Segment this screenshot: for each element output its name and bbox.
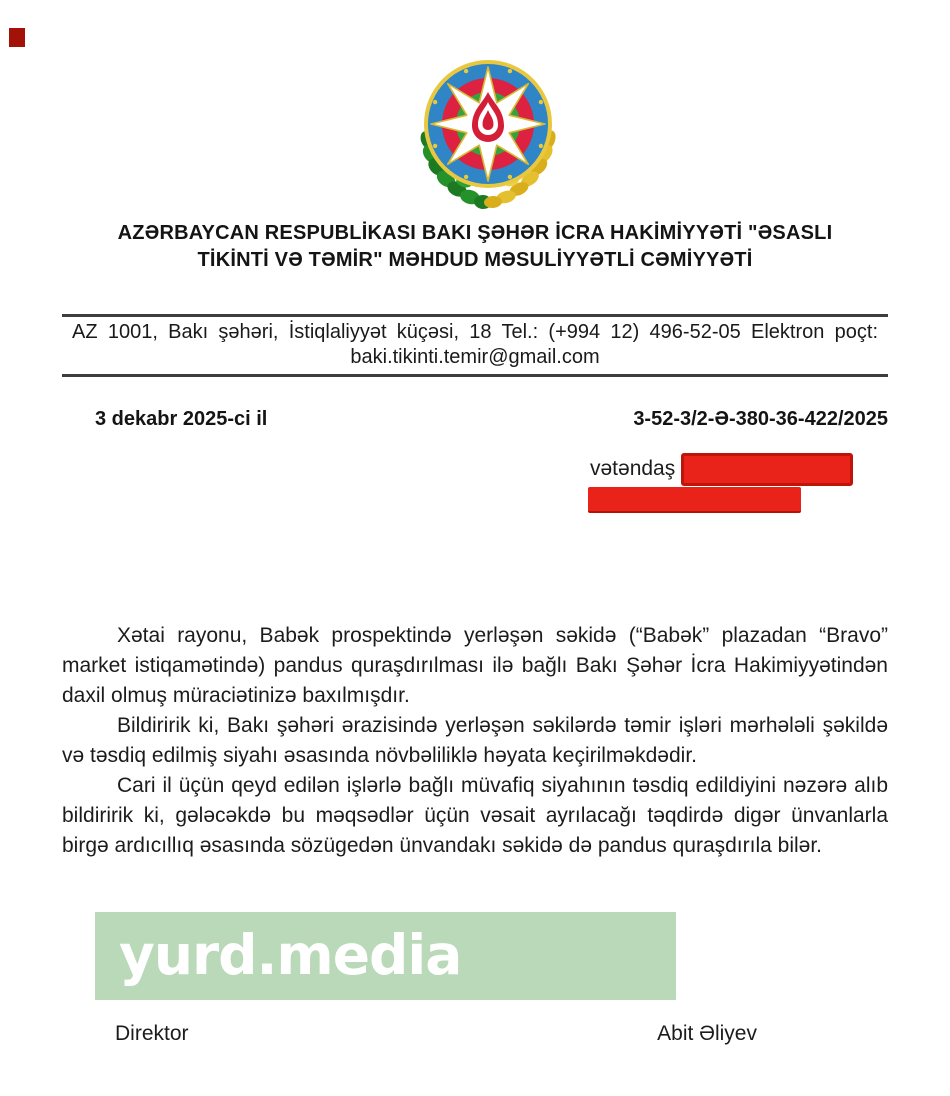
address-phone-line: AZ 1001, Bakı şəhəri, İstiqlaliyyət küçəsi, 18 Tel.: (+994 12) 496-52-05 Elektron poçt: <box>72 321 878 343</box>
signer-name: Abit Əliyev <box>657 1022 757 1045</box>
contact-bar <box>62 314 888 377</box>
yurd-media-watermark <box>95 912 676 1000</box>
emblem-shield <box>424 60 552 188</box>
organization-name <box>0 220 950 274</box>
signer-title: Direktor <box>115 1022 189 1045</box>
redacted-name-block <box>681 453 853 486</box>
organization-name-line1: AZƏRBAYCAN RESPUBLİKASI BAKI ŞƏHƏR İCRA HAKİMİYYƏTİ "ƏSASLI <box>117 222 833 244</box>
body-paragraph-2: Bildiririk ki, Bakı şəhəri ərazisində yerləşən səkilərdə təmir işləri mərhələli şəkildə və təsdiq edilmiş siyahı əsasında növbəliliklə həyata keçirilməkdədir. <box>62 714 888 767</box>
body-paragraph-3: Cari il üçün qeyd edilən işlərlə bağlı müvafiq siyahının təsdiq edildiyini nəzərə alıb bildiririk ki, gələcəkdə bu məqsədlər üçün vəsait ayrılacağı təqdirdə digər ünvanlarla birgə ardıcıllıq əsasında sözügedən ünvandakı səkidə də pandus quraşdırıla bilər. <box>62 774 888 857</box>
signature-row <box>62 1022 888 1046</box>
letter-date: 3 dekabr 2025-ci il <box>95 408 268 430</box>
reference-number: 3-52-3/2-Ə-380-36-422/2025 <box>633 408 888 430</box>
azerbaijan-coat-of-arms <box>410 58 566 216</box>
addressee-label: vətəndaş <box>590 457 676 480</box>
letter-body <box>62 621 888 861</box>
organization-name-line2: TİKİNTİ VƏ TƏMİR" MƏHDUD MƏSULİYYƏTLİ CƏMİYYƏTİ <box>197 249 753 271</box>
email-address: baki.tikinti.temir@gmail.com <box>350 346 600 368</box>
body-paragraph-1: Xətai rayonu, Babək prospektində yerləşən səkidə (“Babək” plazadan “Bravo” market istiqamətində) pandus quraşdırılması ilə bağlı Bakı Şəhər İcra Hakimiyyətindən daxil olmuş müraciətinizə baxılmışdır. <box>62 624 888 707</box>
meta-row <box>62 408 888 431</box>
redaction-corner-mark <box>9 28 25 47</box>
watermark-text: yurd.media <box>119 923 462 987</box>
redacted-address-block <box>588 487 801 513</box>
